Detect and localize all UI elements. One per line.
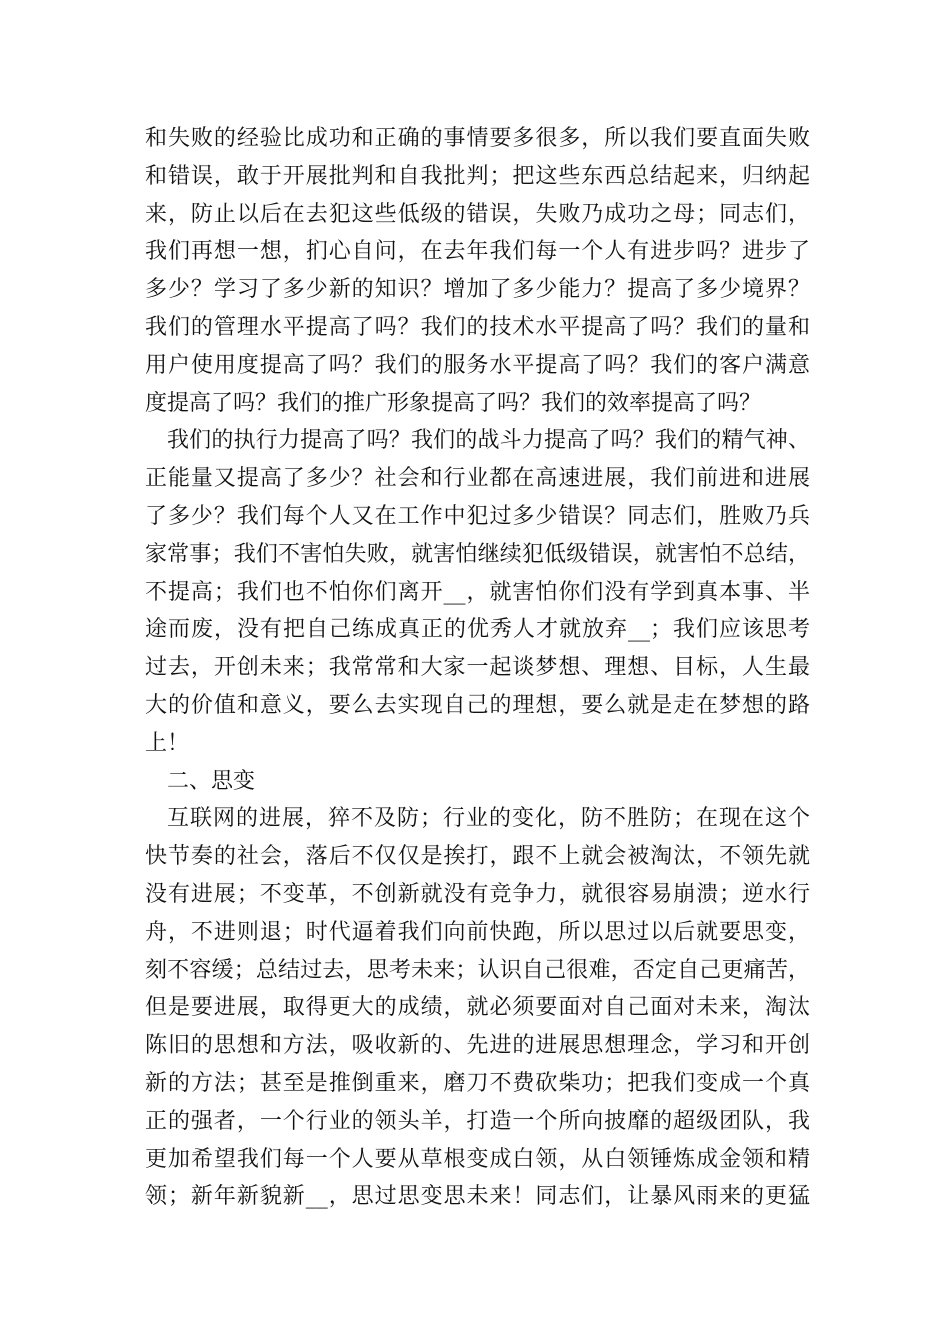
text-line: 正能量又提高了多少？社会和行业都在高速进展，我们前进和进展	[145, 466, 810, 492]
text-line: 和失败的经验比成功和正确的事情要多很多，所以我们要直面失败	[145, 126, 810, 151]
text-line: 度提高了吗？我们的推广形象提高了吗？我们的效率提高了吗？	[145, 390, 762, 416]
text-line: 上！	[145, 730, 190, 756]
text-line: 了多少？我们每个人又在工作中犯过多少错误？同志们，胜败乃兵	[145, 503, 810, 529]
text-line: 家常事；我们不害怕失败，就害怕继续犯低级错误，就害怕不总结，	[145, 541, 810, 567]
text-line: 途而废，没有把自己练成真正的优秀人才就放弃__；我们应该思考	[145, 617, 810, 643]
text-line: 过去，开创未来；我常常和大家一起谈梦想、理想、目标，人生最	[145, 655, 810, 681]
text-line: 舟，不进则退；时代逼着我们向前快跑，所以思过以后就要思变，	[145, 919, 810, 945]
text-line: 和错误，敢于开展批判和自我批判；把这些东西总结起来，归纳起	[145, 163, 810, 189]
text-line: 大的价值和意义，要么去实现自己的理想，要么就是走在梦想的路	[145, 692, 810, 718]
text-line: 刻不容缓；总结过去，思考未来；认识自己很难，否定自己更痛苦，	[145, 957, 810, 983]
text-line: 领；新年新貌新__，思过思变思未来！同志们，让暴风雨来的更猛	[145, 1184, 810, 1210]
text-line: 新的方法；甚至是推倒重来，磨刀不费砍柴功；把我们变成一个真	[145, 1070, 810, 1096]
text-line: 来，防止以后在去犯这些低级的错误，失败乃成功之母；同志们，	[145, 201, 810, 227]
text-line: 没有进展；不变革，不创新就没有竞争力，就很容易崩溃；逆水行	[145, 881, 810, 907]
text-line: 正的强者，一个行业的领头羊，打造一个所向披靡的超级团队，我	[145, 1108, 810, 1134]
text-line: 不提高；我们也不怕你们离开__，就害怕你们没有学到真本事、半	[145, 579, 810, 605]
text-line: 快节奏的社会，落后不仅仅是挨打，跟不上就会被淘汰，不领先就	[145, 844, 810, 870]
text-line: 多少？学习了多少新的知识？增加了多少能力？提高了多少境界？	[145, 277, 810, 303]
text-line: 但是要进展，取得更大的成绩，就必须要面对自己面对未来，淘汰	[145, 995, 810, 1021]
body-text	[145, 120, 810, 1216]
section-heading: 二、思变	[167, 768, 256, 794]
text-line: 我们的管理水平提高了吗？我们的技术水平提高了吗？我们的量和	[145, 314, 810, 340]
text-line: 用户使用度提高了吗？我们的服务水平提高了吗？我们的客户满意	[145, 352, 810, 378]
paragraph-first-line: 互联网的进展，猝不及防；行业的变化，防不胜防；在现在这个	[167, 806, 810, 832]
text-line: 更加希望我们每一个人要从草根变成白领，从白领锤炼成金领和精	[145, 1146, 810, 1172]
text-line: 陈旧的思想和方法，吸收新的、先进的进展思想理念，学习和开创	[145, 1033, 810, 1059]
text-line: 我们再想一想，扪心自问，在去年我们每一个人有进步吗？进步了	[145, 239, 810, 265]
paragraph-first-line: 我们的执行力提高了吗？我们的战斗力提高了吗？我们的精气神、	[167, 428, 810, 454]
